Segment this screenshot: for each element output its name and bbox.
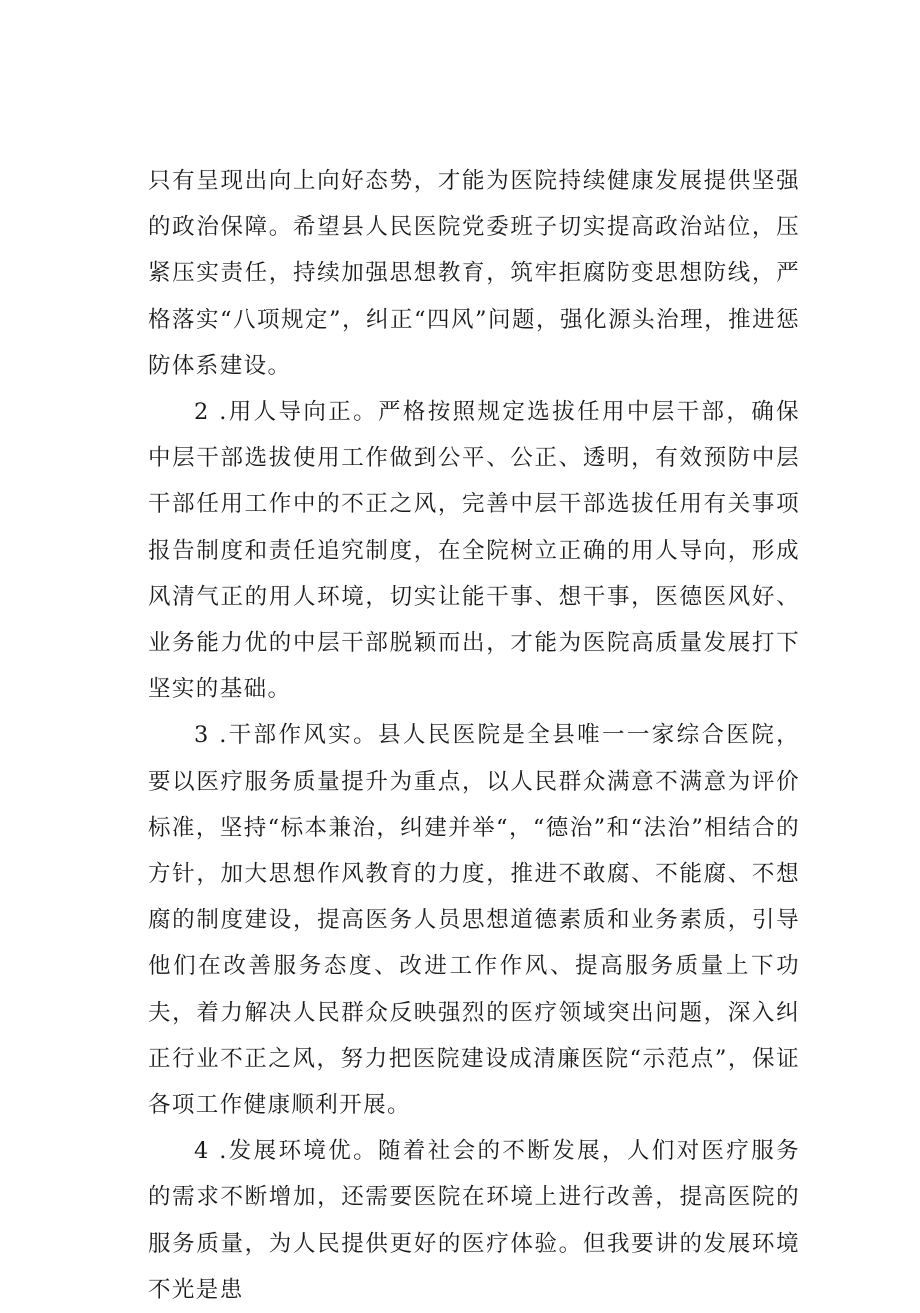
- paragraph-item-2: 2 .用人导向正。严格按照规定选拔任用中层干部，确保中层干部选拔使用工作做到公平、公正、透明，有效预防中层干部任用工作中的不正之风，完善中层干部选拔任用有关事项报告制度和责任追究制度，在全院树立正确的用人导向，形成风清气正的用人环境，切实让能干事、想干事，医德医风好、业务能力优的中层干部脱颖而出，才能为医院高质量发展打下坚实的基础。: [148, 399, 800, 703]
- paragraph-continuation: 只有呈现出向上向好态势，才能为医院持续健康发展提供坚强的政治保障。希望县人民医院党委班子切实提高政治站位，压紧压实责任，持续加强思想教育，筑牢拒腐防变思想防线，严格落实“八项规定”，纠正“四风”问题，强化源头治理，推进惩防体系建设。: [148, 168, 800, 379]
- paragraph-item-3: 3 .干部作风实。县人民医院是全县唯一一家综合医院，要以医疗服务质量提升为重点，以人民群众满意不满意为评价标准，坚持“标本兼治，纠建并举“，“德治”和“法治”相结合的方针，加大思想作风教育的力度，推进不敢腐、不能腐、不想腐的制度建设，提高医务人员思想道德素质和业务素质，引导他们在改善服务态度、改进工作作风、提高服务质量上下功夫，着力解决人民群众反映强烈的医疗领域突出问题，深入纠正行业不正之风，努力把医院建设成清廉医院“示范点”，保证各项工作健康顺利开展。: [148, 722, 800, 1119]
- document-body: [148, 158, 800, 1313]
- paragraph-item-4: 4 .发展环境优。随着社会的不断发展，人们对医疗服务的需求不断增加，还需要医院在环境上进行改善，提高医院的服务质量，为人民提供更好的医疗体验。但我要讲的发展环境不光是患: [148, 1138, 800, 1303]
